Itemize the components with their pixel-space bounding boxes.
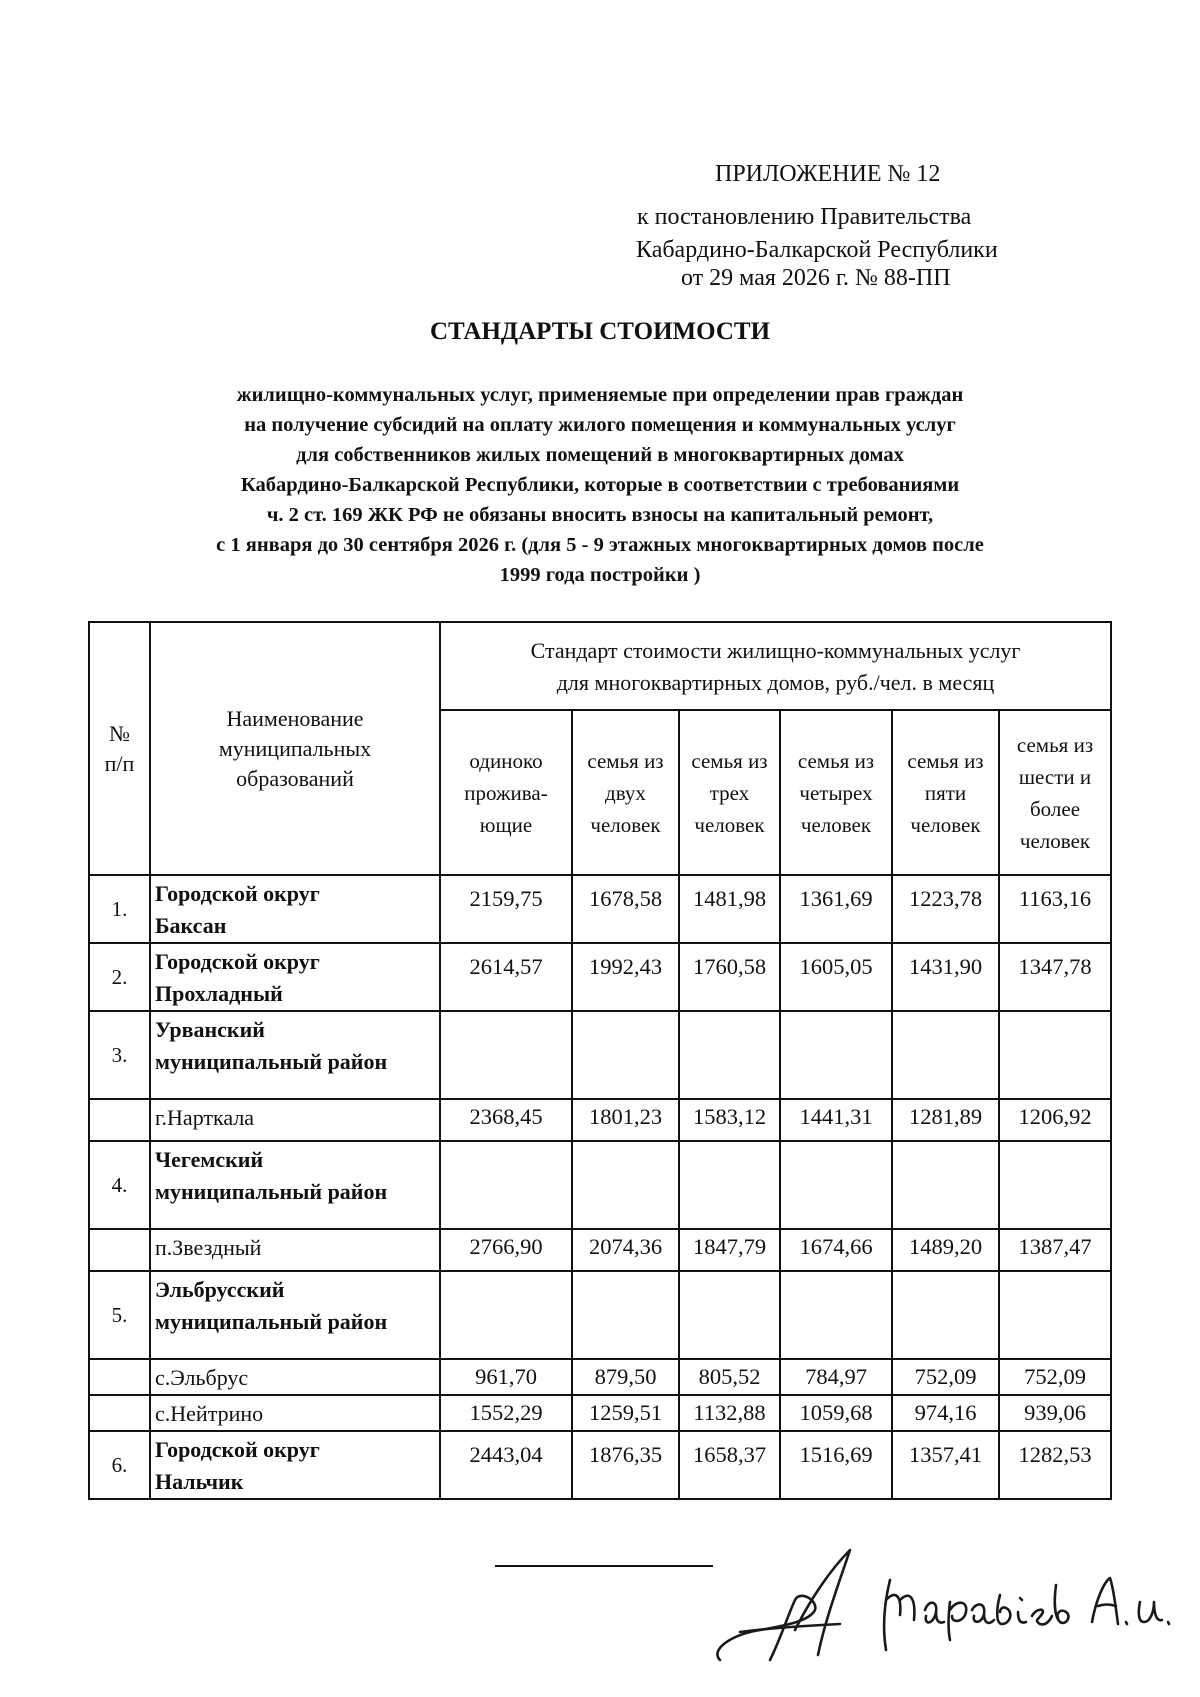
cell-single: 2443,04 [440, 1431, 572, 1499]
cell-two: 2074,36 [572, 1229, 679, 1271]
row-number: 5. [89, 1271, 150, 1359]
municipality-line: г.Нарткала [155, 1105, 255, 1130]
row-municipality [150, 1271, 440, 1359]
cell-single: 2159,75 [440, 875, 572, 943]
cell-five: 1223,78 [892, 875, 999, 943]
cell-three: 1847,79 [679, 1229, 780, 1271]
cell-two: 1259,51 [572, 1395, 679, 1431]
subheader-line: четырех [799, 780, 873, 805]
cell-single: 961,70 [440, 1359, 572, 1395]
header-municipality-line: муниципальных [218, 735, 372, 761]
subheader-line: шести и [1018, 764, 1092, 789]
subtitle-line: с 1 января до 30 сентября 2026 г. (для 5 - 9 этажных многоквартирных домов после [216, 534, 984, 556]
header-cost-standard-line: для многоквартирных домов, руб./чел. в месяц [556, 670, 995, 695]
cell-single: 2766,90 [440, 1229, 572, 1271]
appendix-header [0, 0, 1200, 300]
subheader-line: человек [910, 812, 981, 837]
row-municipality [150, 1395, 440, 1431]
subheader-line: трех [709, 780, 750, 805]
table-row [89, 1141, 1111, 1229]
cell-five: 974,16 [892, 1395, 999, 1431]
cell-five: 1489,20 [892, 1229, 999, 1271]
header-cost-standard [440, 622, 1111, 710]
cell-five [892, 1141, 999, 1229]
cell-two: 879,50 [572, 1359, 679, 1395]
municipality-line: муниципальный район [155, 1179, 388, 1204]
table-row [89, 1011, 1111, 1099]
row-municipality [150, 1011, 440, 1099]
subheader-line: семья из [907, 748, 984, 773]
cell-four: 1605,05 [780, 943, 892, 1011]
header-municipality-line: Наименование [226, 705, 364, 731]
row-municipality [150, 1141, 440, 1229]
row-municipality [150, 1099, 440, 1141]
subheader-line: двух [605, 780, 646, 805]
row-number: 3. [89, 1011, 150, 1099]
header-municipality-line: образований [236, 765, 354, 791]
cell-two [572, 1011, 679, 1099]
subheader-line: человек [694, 812, 765, 837]
header-family-six-plus [999, 710, 1111, 875]
appendix-date-line: от 29 мая 2026 г. № 88-ПП [681, 265, 951, 291]
municipality-line: Баксан [155, 913, 227, 938]
row-number [89, 1359, 150, 1395]
row-number [89, 1099, 150, 1141]
cell-six-plus [999, 1011, 1111, 1099]
table-row [89, 1395, 1111, 1431]
subheader-line: прожива- [464, 780, 548, 805]
municipality-line: Городской округ [155, 1437, 320, 1462]
appendix-reference-line: к постановлению Правительства [637, 204, 972, 230]
cell-two: 1876,35 [572, 1431, 679, 1499]
table-row [89, 875, 1111, 943]
cell-four [780, 1141, 892, 1229]
cell-three: 1658,37 [679, 1431, 780, 1499]
subtitle-line: жилищно-коммунальных услуг, применяемые при определении прав граждан [236, 384, 964, 406]
closing-rule [495, 1565, 713, 1567]
document-title: СТАНДАРТЫ СТОИМОСТИ [429, 318, 771, 345]
row-municipality [150, 875, 440, 943]
cell-four: 1059,68 [780, 1395, 892, 1431]
subheader-line: более [1030, 796, 1081, 821]
subheader-line: семья из [797, 748, 875, 773]
header-family-three [679, 710, 780, 875]
subheader-line: семья из [691, 748, 768, 773]
cell-four: 1361,69 [780, 875, 892, 943]
cell-single [440, 1271, 572, 1359]
municipality-line: п.Звездный [155, 1235, 262, 1260]
table-header-row [89, 622, 1111, 710]
cell-two: 1678,58 [572, 875, 679, 943]
cell-single [440, 1011, 572, 1099]
municipality-line: с.Эльбрус [155, 1365, 249, 1390]
cell-single: 1552,29 [440, 1395, 572, 1431]
cell-three [679, 1011, 780, 1099]
table-row [89, 1271, 1111, 1359]
cell-three: 1481,98 [679, 875, 780, 943]
cell-three [679, 1271, 780, 1359]
cell-four [780, 1271, 892, 1359]
cell-five [892, 1271, 999, 1359]
row-number [89, 1395, 150, 1431]
header-family-five [892, 710, 999, 875]
cell-two: 1992,43 [572, 943, 679, 1011]
cell-six-plus: 1387,47 [999, 1229, 1111, 1271]
municipality-line: Городской округ [155, 949, 320, 974]
cost-standards-table [88, 621, 1112, 1500]
cell-four: 1516,69 [780, 1431, 892, 1499]
cell-three: 1583,12 [679, 1099, 780, 1141]
table-row [89, 1099, 1111, 1141]
header-single-resident [440, 710, 572, 875]
row-municipality [150, 1431, 440, 1499]
cell-two [572, 1271, 679, 1359]
row-municipality [150, 1359, 440, 1395]
municipality-line: Урванский [155, 1017, 265, 1042]
municipality-line: Городской округ [155, 881, 320, 906]
row-number: 6. [89, 1431, 150, 1499]
table-row [89, 1229, 1111, 1271]
municipality-line: с.Нейтрино [155, 1401, 264, 1426]
cell-three: 1132,88 [679, 1395, 780, 1431]
header-municipality [150, 622, 440, 875]
handwritten-signature [700, 1540, 1180, 1670]
municipality-line: Эльбрусский [155, 1277, 285, 1302]
cell-six-plus: 1163,16 [999, 875, 1111, 943]
table-row [89, 1431, 1111, 1499]
header-number-line: № [109, 720, 130, 746]
row-number: 1. [89, 875, 150, 943]
cell-six-plus: 939,06 [999, 1395, 1111, 1431]
cell-six-plus: 1347,78 [999, 943, 1111, 1011]
appendix-number: ПРИЛОЖЕНИЕ № 12 [715, 161, 941, 187]
cell-single: 2368,45 [440, 1099, 572, 1141]
subtitle-line: 1999 года постройки ) [499, 564, 701, 586]
municipality-line: Прохладный [155, 981, 283, 1006]
row-municipality [150, 1229, 440, 1271]
subtitle-line: на получение субсидий на оплату жилого помещения и коммунальных услуг [244, 414, 956, 436]
cell-six-plus [999, 1141, 1111, 1229]
cell-six-plus: 1206,92 [999, 1099, 1111, 1141]
cell-five: 1281,89 [892, 1099, 999, 1141]
header-cost-standard-line: Стандарт стоимости жилищно-коммунальных услуг [530, 638, 1021, 663]
header-number [89, 622, 150, 875]
cell-four: 784,97 [780, 1359, 892, 1395]
municipality-line: Нальчик [155, 1469, 244, 1494]
cell-four [780, 1011, 892, 1099]
cell-four: 1674,66 [780, 1229, 892, 1271]
cell-five [892, 1011, 999, 1099]
cell-single: 2614,57 [440, 943, 572, 1011]
cell-five: 1431,90 [892, 943, 999, 1011]
municipality-line: муниципальный район [155, 1049, 388, 1074]
header-number-line: п/п [104, 750, 135, 776]
cell-four: 1441,31 [780, 1099, 892, 1141]
subheader-line: пяти [924, 780, 967, 805]
subheader-line: человек [1019, 828, 1091, 853]
cell-six-plus: 752,09 [999, 1359, 1111, 1395]
row-number [89, 1229, 150, 1271]
subheader-line: семья из [587, 748, 664, 773]
cell-five: 752,09 [892, 1359, 999, 1395]
row-number: 4. [89, 1141, 150, 1229]
cell-three [679, 1141, 780, 1229]
subtitle-line: Кабардино-Балкарской Республики, которые в соответствии с требованиями [240, 474, 960, 496]
subheader-line: ющие [479, 812, 533, 837]
municipality-line: Чегемский [155, 1147, 264, 1172]
row-municipality [150, 943, 440, 1011]
cell-three: 1760,58 [679, 943, 780, 1011]
header-family-four [780, 710, 892, 875]
subheader-line: одиноко [469, 748, 543, 773]
cell-single [440, 1141, 572, 1229]
document-subtitle [80, 380, 1120, 590]
appendix-republic-line: Кабардино-Балкарской Республики [636, 237, 998, 263]
subtitle-line: для собственников жилых помещений в многоквартирных домах [296, 444, 904, 466]
header-family-two [572, 710, 679, 875]
cell-two [572, 1141, 679, 1229]
subtitle-line: ч. 2 ст. 169 ЖК РФ не обязаны вносить взносы на капитальный ремонт, [266, 504, 934, 526]
table-row [89, 943, 1111, 1011]
cell-six-plus: 1282,53 [999, 1431, 1111, 1499]
cell-three: 805,52 [679, 1359, 780, 1395]
table-row [89, 1359, 1111, 1395]
cell-six-plus [999, 1271, 1111, 1359]
subheader-line: семья из [1016, 732, 1094, 757]
subheader-line: человек [590, 812, 661, 837]
municipality-line: муниципальный район [155, 1309, 388, 1334]
subheader-line: человек [800, 812, 872, 837]
cell-five: 1357,41 [892, 1431, 999, 1499]
row-number: 2. [89, 943, 150, 1011]
cell-two: 1801,23 [572, 1099, 679, 1141]
